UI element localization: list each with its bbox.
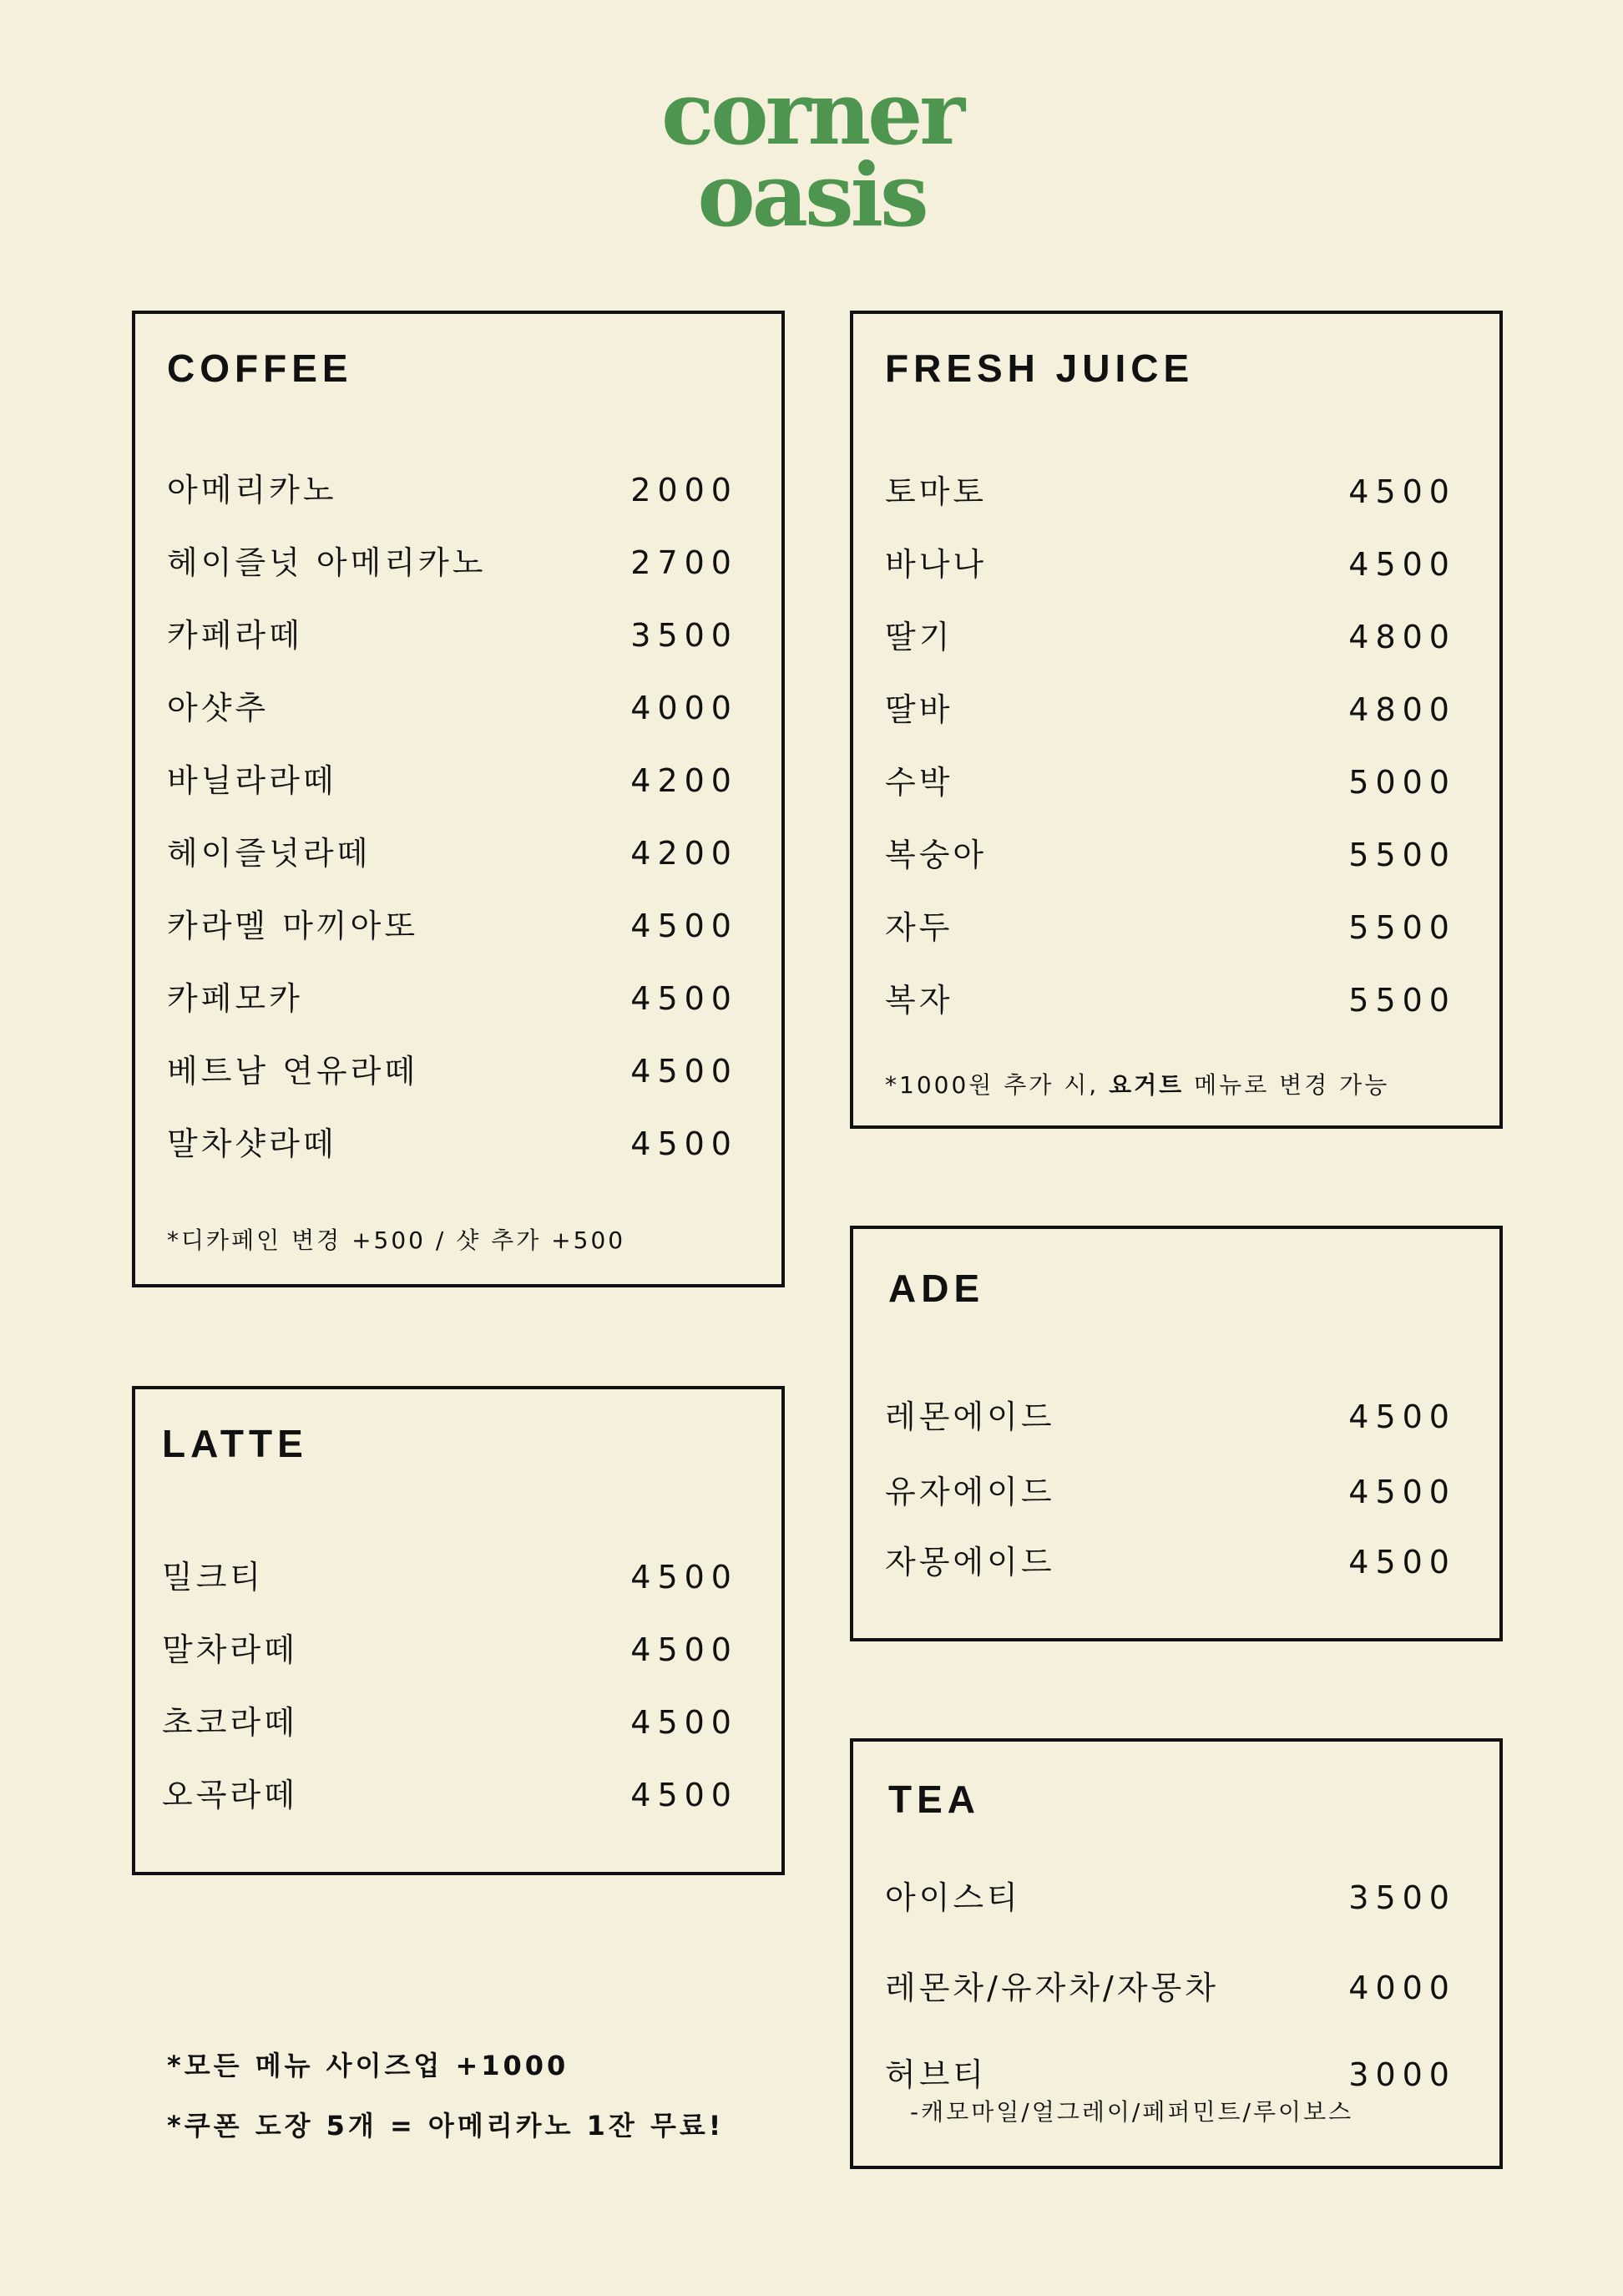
- item-name: 아이스티: [885, 1879, 1021, 1916]
- item-name: 오곡라떼: [162, 1777, 298, 1813]
- menu-item: [167, 469, 738, 511]
- menu-item: [885, 1877, 1456, 1919]
- item-name: 자몽에이드: [885, 1544, 1055, 1580]
- item-name: 복자: [885, 982, 953, 1019]
- coffee-title: COFFEE: [167, 346, 353, 390]
- item-price: 4000: [630, 690, 738, 726]
- menu-item: [885, 616, 1456, 658]
- herb-tea-options: -캐모마일/얼그레이/페퍼민트/루이보스: [910, 2098, 1354, 2126]
- menu-item: [885, 689, 1456, 731]
- menu-item: [167, 760, 738, 802]
- item-name: 바닐라라떼: [167, 762, 337, 799]
- item-price: 4500: [630, 1125, 738, 1162]
- item-price: 3500: [630, 617, 738, 654]
- brand-logo-line2: oasis: [697, 144, 926, 246]
- item-name: 카라멜 마끼아또: [167, 908, 419, 944]
- item-price: 4500: [630, 1777, 738, 1813]
- size-up-note: *모든 메뉴 사이즈업 +1000: [167, 2050, 569, 2081]
- item-name: 레몬차/유자차/자몽차: [885, 1970, 1219, 2006]
- item-name: 딸기: [885, 619, 953, 655]
- item-name: 복숭아: [885, 837, 988, 873]
- juice-note-prefix: *1000원 추가 시,: [885, 1071, 1110, 1099]
- latte-section: [132, 1386, 785, 1875]
- item-price: 4500: [630, 1053, 738, 1090]
- item-name: 말차샷라떼: [167, 1125, 337, 1162]
- item-price: 4500: [630, 1631, 738, 1668]
- item-name: 말차라떼: [162, 1631, 298, 1668]
- item-price: 4200: [630, 762, 738, 799]
- item-name: 레몬에이드: [885, 1398, 1055, 1435]
- item-name: 밀크티: [162, 1559, 265, 1596]
- coupon-note: *쿠폰 도장 5개 = 아메리카노 1잔 무료!: [167, 2110, 725, 2142]
- item-price: 4500: [630, 908, 738, 944]
- juice-note-highlight: 요거트: [1109, 1071, 1185, 1099]
- item-price: 4800: [1348, 619, 1456, 655]
- menu-item: [167, 978, 738, 1019]
- item-price: 3000: [1348, 2056, 1456, 2093]
- item-price: 4200: [630, 835, 738, 872]
- item-name: 아샷추: [167, 690, 270, 726]
- item-price: 4500: [1348, 1544, 1456, 1580]
- item-price: 4500: [1348, 473, 1456, 510]
- juice-note: [885, 1069, 1389, 1102]
- item-price: 5500: [1348, 982, 1456, 1019]
- tea-section: [850, 1738, 1503, 2169]
- menu-item: [167, 1050, 738, 1092]
- fresh-juice-title: FRESH JUICE: [885, 346, 1195, 390]
- item-name: 헤이즐넛 아메리카노: [167, 544, 487, 581]
- menu-item: [167, 614, 738, 656]
- menu-item: [885, 471, 1456, 513]
- menu-item: [885, 834, 1456, 876]
- item-price: 2000: [630, 472, 738, 508]
- item-price: 4500: [1348, 1474, 1456, 1510]
- item-name: 유자에이드: [885, 1474, 1055, 1510]
- menu-item: [162, 1702, 738, 1743]
- item-name: 바나나: [885, 546, 988, 583]
- tea-title: TEA: [888, 1778, 980, 1821]
- coffee-note: *디카페인 변경 +500 / 샷 추가 +500: [167, 1226, 626, 1254]
- item-price: 3500: [1348, 1879, 1456, 1916]
- item-name: 카페모카: [167, 980, 303, 1017]
- item-name: 허브티: [885, 2056, 988, 2093]
- latte-title: LATTE: [162, 1422, 308, 1465]
- item-name: 초코라떼: [162, 1704, 298, 1741]
- menu-item: [885, 544, 1456, 585]
- menu-item: [167, 832, 738, 874]
- item-price: 2700: [630, 544, 738, 581]
- item-price: 4500: [630, 980, 738, 1017]
- fresh-juice-section: [850, 311, 1503, 1129]
- item-price: 4000: [1348, 1970, 1456, 2006]
- item-name: 헤이즐넛라떼: [167, 835, 372, 872]
- menu-item: [885, 1967, 1456, 2009]
- item-name: 카페라떼: [167, 617, 303, 654]
- ade-section: [850, 1226, 1503, 1641]
- item-price: 5000: [1348, 764, 1456, 801]
- coffee-section: [132, 311, 785, 1287]
- item-price: 4500: [630, 1559, 738, 1596]
- item-name: 자두: [885, 909, 953, 946]
- menu-item: [885, 1396, 1456, 1438]
- menu-item: [885, 761, 1456, 803]
- ade-title: ADE: [888, 1267, 985, 1310]
- item-name: 베트남 연유라떼: [167, 1053, 419, 1090]
- brand-logo-line1: corner: [660, 62, 963, 164]
- menu-item: [885, 1541, 1456, 1583]
- menu-item: [167, 905, 738, 947]
- menu-item: [885, 979, 1456, 1021]
- juice-note-suffix: 메뉴로 변경 가능: [1184, 1071, 1390, 1099]
- menu-item: [162, 1774, 738, 1816]
- menu-item: [162, 1556, 738, 1598]
- menu-item: [885, 907, 1456, 948]
- item-price: 4500: [1348, 1398, 1456, 1435]
- item-name: 아메리카노: [167, 472, 337, 508]
- item-price: 5500: [1348, 837, 1456, 873]
- item-name: 딸바: [885, 691, 953, 728]
- menu-item: [162, 1629, 738, 1671]
- item-name: 수박: [885, 764, 953, 801]
- menu-item: [167, 1123, 738, 1165]
- item-price: 4500: [1348, 546, 1456, 583]
- menu-item: [167, 542, 738, 584]
- item-price: 4800: [1348, 691, 1456, 728]
- item-price: 4500: [630, 1704, 738, 1741]
- item-name: 토마토: [885, 473, 988, 510]
- menu-item: [167, 687, 738, 729]
- menu-item: [885, 2054, 1456, 2096]
- item-price: 5500: [1348, 909, 1456, 946]
- menu-item: [885, 1471, 1456, 1513]
